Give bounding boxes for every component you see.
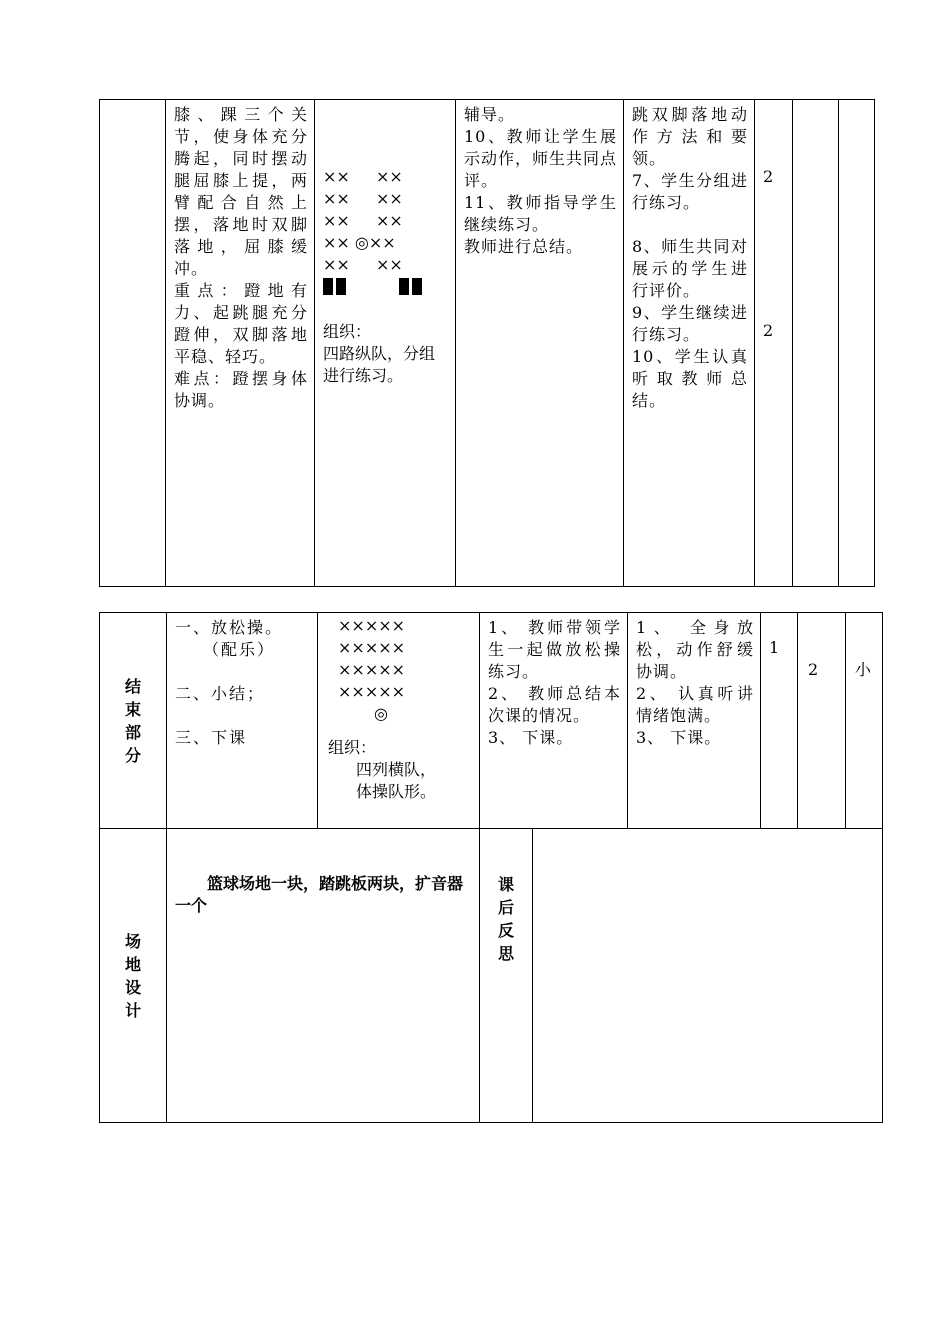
content-cell [167,613,318,829]
intensity-cell [846,613,883,829]
section-label: 结束部分 [125,676,142,765]
count-cell [798,613,846,829]
springboard-icon [412,278,422,295]
formation-diagram [315,100,455,387]
reflection-label-cell [480,829,533,1123]
count-value: 2 [808,660,819,679]
springboard-icon [399,278,409,295]
times-cell [755,100,793,587]
reflection-content-cell [533,829,883,1123]
venue-label: 场地设计 [125,931,142,1020]
lesson-table-main-continued [99,99,875,587]
student-activity-text: 1、 全身放松，动作舒缓协调。 2、 认真听讲情绪饱满。 3、 下课。 [636,618,754,747]
formation-row: ×× ×× [323,255,403,274]
content-text: 一、放松操。 （配乐） 二、小结； 三、下课 [175,618,284,747]
formation-row: ××××× [338,638,406,657]
teacher-activity-cell [456,100,624,587]
venue-label-cell [100,829,167,1123]
section-label-cell [100,613,167,829]
student-activity-cell [624,100,755,587]
springboard-icon [323,278,333,295]
teacher-position: ◎ [374,704,388,723]
formation-row: ××××× [338,660,406,679]
springboard-icon [336,278,346,295]
formation-row: ××××× [338,616,406,635]
intensity-cell [839,100,875,587]
formation-diagram [318,613,479,803]
times-cell [761,613,798,829]
organization-label: 组织： [323,322,372,341]
venue-content-cell [167,829,480,1123]
count-cell [793,100,839,587]
formation-row: ×× ×× [323,211,403,230]
times-value: 2 [763,321,774,340]
springboard-icons [323,277,455,299]
times-value: 2 [763,167,774,186]
times-value: 1 [769,638,780,657]
student-activity-text: 跳双脚落地动作方法和要领。 7、学生分组进行练习。 8、师生共同对展示的学生进行评价。 9、学生继续进行练习。 10、学生认真听取教师总结。 [632,105,748,410]
formation-row: ×× ◎×× [323,233,396,252]
section-cell [100,100,166,587]
formation-row: ××××× [338,682,406,701]
formation-cell [315,100,456,587]
teacher-activity-text: 辅导。 10、教师让学生展示动作，师生共同点评。 11、教师指导学生继续练习。 教师进行总结。 [464,105,618,256]
lesson-table-ending [99,612,883,1123]
student-activity-cell [628,613,761,829]
reflection-label: 课后反思 [498,875,515,963]
teacher-activity-text: 1、 教师带领学生一起做放松操练习。 2、 教师总结本次课的情况。 3、 下课。 [488,618,621,747]
content-cell [166,100,315,587]
teacher-activity-cell [480,613,628,829]
intensity-value: 小 [855,660,872,679]
formation-row: ×× ×× [323,167,403,186]
organization-text: 四路纵队，分组进行练习。 [323,344,436,385]
organization-text: 四列横队， 体操队形。 [356,760,437,801]
content-text: 膝、踝三个关节，使身体充分腾起，同时摆动腿屈膝上提，两臂配合自然上摆，落地时双脚落地，屈膝缓冲。 重点：蹬地有力、起跳腿充分蹬伸，双脚落地平稳、轻巧。 难点：蹬摆身体协调。 [174,105,308,410]
venue-text: 篮球场地一块，踏跳板两块，扩音器一个 [175,874,464,915]
formation-row: ×× ×× [323,189,403,208]
formation-cell [318,613,480,829]
organization-label: 组织： [328,738,377,757]
